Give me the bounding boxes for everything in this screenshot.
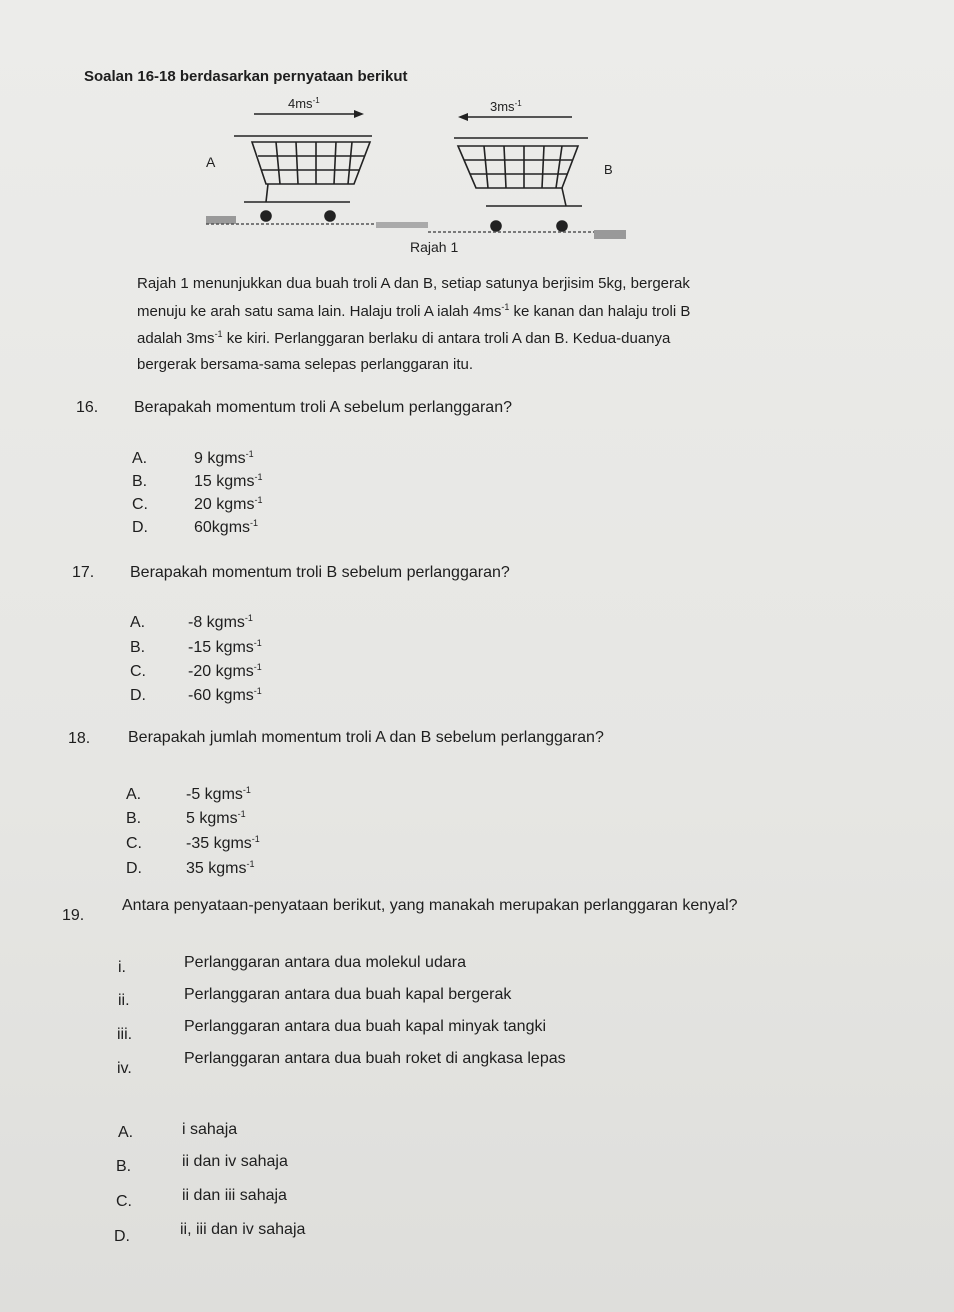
- trolley-a-label: A: [206, 154, 216, 170]
- superscript: -1: [214, 329, 223, 339]
- question-18-text: Berapakah jumlah momentum troli A dan B sebelum perlanggaran?: [128, 729, 604, 746]
- q16-option-a: 9 kgms$^{-1}$: [194, 449, 254, 467]
- question-18-number: 18.: [68, 730, 91, 747]
- q16-option-d-letter: D.: [132, 519, 148, 536]
- q17-option-d: -60 kgms$^{-1}$: [188, 686, 262, 704]
- q18-option-d-letter: D.: [126, 860, 142, 877]
- q19-statement-1-roman: i.: [118, 959, 126, 976]
- q17-option-a: -8 kgms$^{-1}$: [188, 613, 253, 631]
- q17-option-a-letter: A.: [130, 614, 146, 631]
- question-17-number: 17.: [72, 564, 95, 581]
- q18-option-c-letter: C.: [126, 835, 142, 852]
- q16-option-a-letter: A.: [132, 450, 148, 467]
- q19-statement-4: Perlanggaran antara dua buah roket di angkasa lepas: [184, 1050, 566, 1067]
- q19-option-c-letter: C.: [116, 1193, 132, 1210]
- paragraph-line-3: [137, 330, 797, 347]
- q19-option-d-letter: D.: [114, 1228, 130, 1245]
- q17-option-b: -15 kgms$^{-1}$: [188, 638, 262, 656]
- q16-option-d: 60kgms$^{-1}$: [194, 518, 259, 536]
- q19-statement-3: Perlanggaran antara dua buah kapal minyak tangki: [184, 1018, 547, 1035]
- q19-option-d: ii, iii dan iv sahaja: [180, 1221, 306, 1238]
- paragraph-line-2: [137, 303, 797, 320]
- q19-statement-2-roman: ii.: [118, 992, 130, 1009]
- velocity-b-label: $3ms^{-1}$: [490, 99, 522, 114]
- trolley-b-icon: [454, 138, 588, 231]
- q16-option-b-letter: B.: [132, 473, 148, 490]
- arrow-left-icon: [458, 113, 572, 121]
- q17-option-c: -20 kgms$^{-1}$: [188, 662, 262, 680]
- q19-option-b-letter: B.: [116, 1158, 132, 1175]
- q19-option-c: ii dan iii sahaja: [182, 1187, 287, 1204]
- q19-option-a: i sahaja: [182, 1121, 238, 1138]
- paragraph-line-2-a: menuju ke arah satu sama lain. Halaju troli A ialah 4ms: [137, 303, 502, 320]
- q18-option-a: -5 kgms$^{-1}$: [186, 785, 251, 803]
- q16-option-c-letter: C.: [132, 496, 148, 513]
- q17-option-d-letter: D.: [130, 687, 146, 704]
- q18-option-b: 5 kgms$^{-1}$: [186, 809, 246, 827]
- q19-statement-4-roman: iv.: [117, 1060, 132, 1077]
- q17-option-c-letter: C.: [130, 663, 146, 680]
- paragraph-line-2-b: ke kanan dan halaju troli B: [509, 303, 691, 320]
- velocity-a-label: $4ms^{-1}$: [288, 96, 320, 111]
- trolley-diagram: [196, 90, 636, 260]
- q19-statement-3-roman: iii.: [117, 1026, 133, 1043]
- q19-option-a-letter: A.: [118, 1124, 134, 1141]
- q19-option-b: ii dan iv sahaja: [182, 1153, 288, 1170]
- q16-option-c: 20 kgms$^{-1}$: [194, 495, 263, 513]
- question-17-text: Berapakah momentum troli B sebelum perlanggaran?: [130, 564, 510, 581]
- section-heading: Soalan 16-18 berdasarkan pernyataan berikut: [84, 68, 408, 85]
- paragraph-line-3-b: ke kiri. Perlanggaran berlaku di antara troli A dan B. Kedua-duanya: [222, 330, 671, 347]
- figure-caption: Rajah 1: [410, 239, 459, 255]
- arrow-right-icon: [254, 110, 364, 118]
- q19-statement-1: Perlanggaran antara dua molekul udara: [184, 954, 466, 971]
- q16-option-b: 15 kgms$^{-1}$: [194, 472, 263, 490]
- trolley-a-icon: [234, 136, 372, 221]
- q19-statement-2: Perlanggaran antara dua buah kapal bergerak: [184, 986, 512, 1003]
- q18-option-d: 35 kgms$^{-1}$: [186, 859, 255, 877]
- question-16-text: Berapakah momentum troli A sebelum perlanggaran?: [134, 399, 512, 416]
- q17-option-b-letter: B.: [130, 639, 146, 656]
- paragraph-line-3-a: adalah 3ms: [137, 330, 215, 347]
- paragraph-line-4: bergerak bersama-sama selepas perlanggaran itu.: [137, 356, 474, 373]
- superscript: -1: [501, 302, 510, 312]
- q18-option-c: -35 kgms$^{-1}$: [186, 834, 260, 852]
- question-16-number: 16.: [76, 399, 99, 416]
- question-19-number: 19.: [62, 907, 85, 924]
- trolley-b-label: B: [604, 162, 613, 177]
- q18-option-b-letter: B.: [126, 810, 142, 827]
- q18-option-a-letter: A.: [126, 786, 142, 803]
- paragraph-line-1: Rajah 1 menunjukkan dua buah troli A dan B, setiap satunya berjisim 5kg, bergerak: [137, 275, 690, 292]
- question-19-text: Antara penyataan-penyataan berikut, yang manakah merupakan perlanggaran kenyal?: [122, 897, 738, 914]
